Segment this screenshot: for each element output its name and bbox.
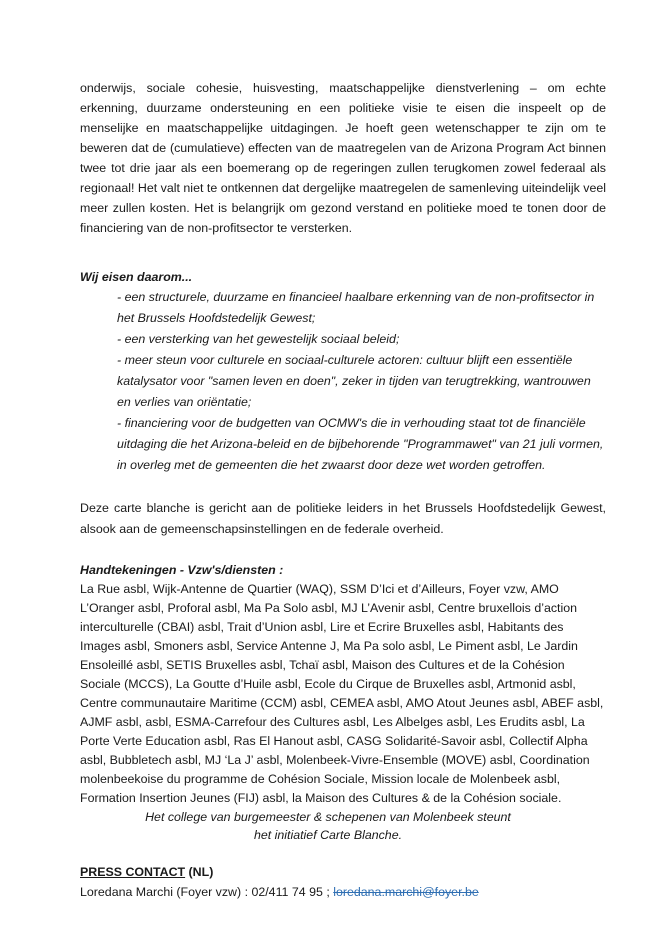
- demand-item: - een versterking van het gewestelijk sociaal beleid;: [117, 332, 400, 346]
- spacer: [80, 476, 606, 498]
- endorsement-line-1: Het college van burgemeester & schepenen van Molenbeek steunt: [145, 810, 511, 824]
- press-contact-line: [80, 882, 606, 902]
- addressee-paragraph: Deze carte blanche is gericht aan de politieke leiders in het Brussels Hoofdstedelijk Gewest, alsook aan de gemeenschapsinstellingen en de federale overheid.: [80, 501, 606, 536]
- press-contact-suffix: (NL): [185, 865, 214, 879]
- document-page: [80, 78, 606, 902]
- press-contact-heading: [80, 862, 606, 882]
- spacer: [80, 540, 606, 560]
- signatories-list: La Rue asbl, Wijk-Antenne de Quartier (WAQ), SSM D’Ici et d’Ailleurs, Foyer vzw, AMO L’Oranger asbl, Proforal asbl, Ma Pa Solo asbl, MJ L’Avenir asbl, Centre bruxellois d’action interculturelle (CBAI) asbl, Trait d’Union asbl, Lire et Ecrire Bruxelles asbl, Habitants des Images asbl, Smoners asbl, Service Antenne J, Ma Pa solo asbl, Le Piment asbl, Le Jardin Ensoleillé asbl, SETIS Bruxelles asbl, Tchaï asbl, Maison des Cultures et de la Cohésion Sociale (MCCS), La Goutte d’Huile asbl, Ecole du Cirque de Bruxelles asbl, Artmonid asbl, Centre communautaire Maritime (CCM) asbl, CEMEA asbl, AMO Atout Jeunes asbl, ABEF asbl, AJMF asbl, asbl, ESMA-Carrefour des Cultures asbl, Les Albelges asbl, Les Erudits asbl, La Porte Verte Education asbl, Ras El Hanout asbl, CASG Solidarité-Savoir asbl, Collectif Alpha asbl, Bubbletech asbl, MJ ‘La J’ asbl, Molenbeek-Vivre-Ensemble (MOVE) asbl, Coordination molenbeekoise du programme de Cohésion Sociale, Mission locale de Molenbeek asbl, Formation Insertion Jeunes (FIJ) asbl, la Maison des Cultures & de la Cohésion sociale.: [80, 582, 604, 805]
- demand-item: - een structurele, duurzame en financieel haalbare erkenning van de non-profitsector in het Brussels Hoofdstedelijk Gewest;: [117, 290, 595, 325]
- spacer: [80, 844, 606, 862]
- endorsement-line-2: het initiatief Carte Blanche.: [253, 828, 403, 842]
- demands-list: [80, 287, 606, 476]
- spacer: [80, 238, 606, 267]
- demands-heading: Wij eisen daarom...: [80, 270, 193, 284]
- signatures-heading: Handtekeningen - Vzw's/diensten :: [80, 563, 284, 577]
- press-contact-label: PRESS CONTACT: [80, 865, 186, 879]
- contact-details: Loredana Marchi (Foyer vzw) : 02/411 74 95 ;: [80, 885, 334, 899]
- demand-item: - financiering voor de budgetten van OCMW's die in verhouding staat tot de financiële uitdaging die het Arizona-beleid en de bijbehorende "Programmawet" van 21 juli vormen, in overleg met de gemeenten die het zwaarst door deze wet worden getroffen.: [117, 416, 604, 472]
- demand-item: - meer steun voor culturele en sociaal-culturele actoren: cultuur blijft een essentiële katalysator voor "samen leven en doen", zeker in tijden van terugtrekking, wantrouwen en verlies van oriëntatie;: [117, 353, 591, 409]
- intro-paragraph: onderwijs, sociale cohesie, huisvesting, maatschappelijke dienstverlening – om echte erkenning, duurzame ondersteuning en een politieke visie te eisen die inspeelt op de menselijke en maatschappelijke uitdagingen. Je hoeft geen wetenschapper te zijn om te beweren dat de (cumulatieve) effecten van de maatregelen van de Arizona Program Act binnen twee tot drie jaar als een boemerang op de regeringen zullen terugkomen zowel federaal als regionaal! Het valt niet te ontkennen dat dergelijke maatregelen de samenleving uiteindelijk veel meer zullen kosten. Het is belangrijk om gezond verstand en politieke moed te tonen door de financiering van de non-profitsector te versterken.: [80, 81, 606, 235]
- email-link[interactable]: loredana.marchi@foyer.be: [333, 885, 479, 899]
